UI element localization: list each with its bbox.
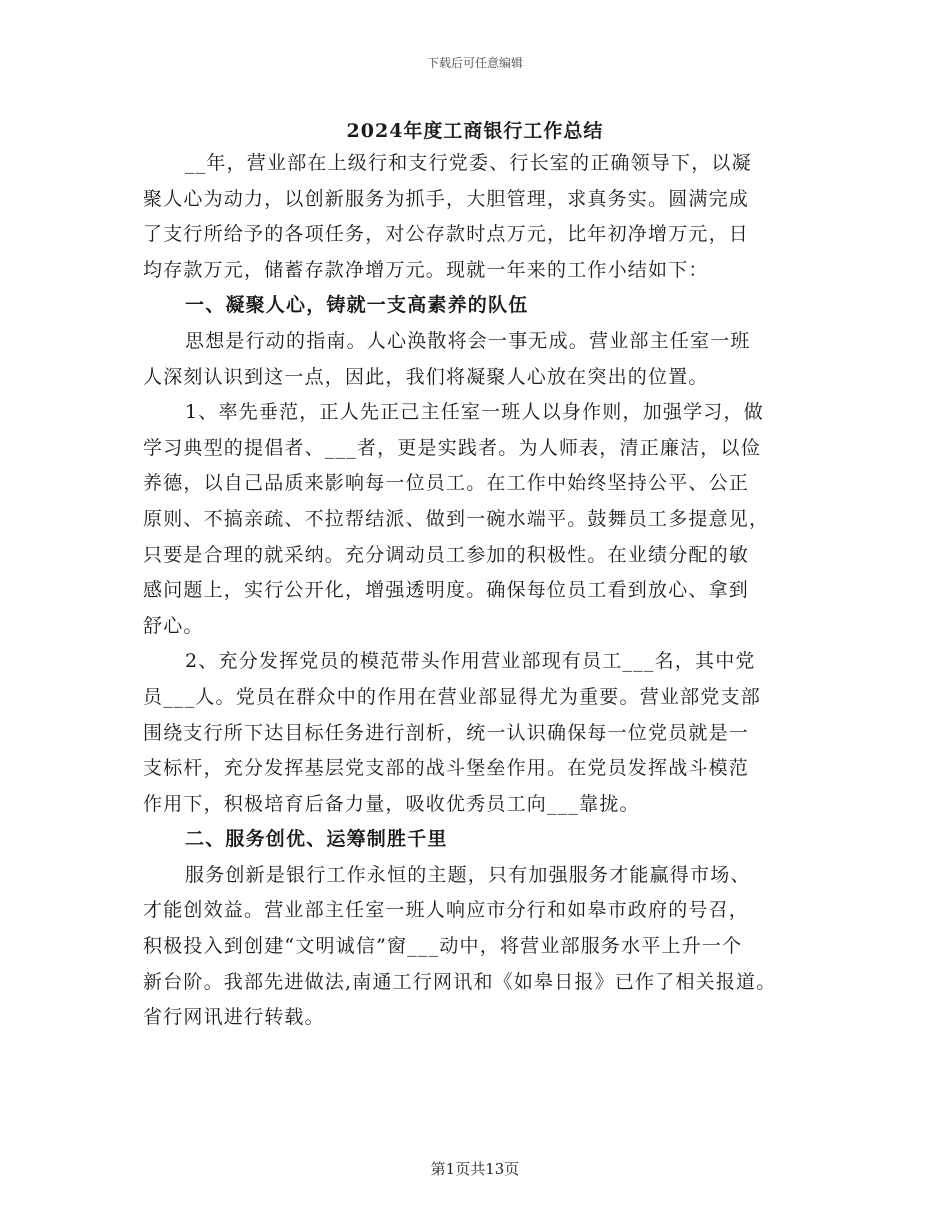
paragraph-line: 新台阶。我部先进做法,南通工行网讯和《如皋日报》已作了相关报道。 bbox=[143, 970, 777, 993]
paragraph-line: 均存款万元，储蓄存款净增万元。现就一年来的工作小结如下： bbox=[143, 258, 709, 281]
header-note: 下载后可任意编辑 bbox=[426, 56, 523, 70]
paragraph-line: 学习典型的提倡者、___者，更是实践者。为人师表，清正廉洁，以俭 bbox=[143, 436, 761, 459]
section-heading: 二、服务创优、运筹制胜千里 bbox=[185, 828, 448, 851]
paragraph-line: 养德，以自己品质来影响每一位员工。在工作中始终坚持公平、公正 bbox=[143, 472, 750, 495]
document-title: 2024年度工商银行工作总结 bbox=[346, 120, 604, 142]
paragraph-line: 了支行所给予的各项任务，对公存款时点万元，比年初净增万元，日 bbox=[143, 223, 750, 246]
paragraph-line: 省行网讯进行转载。 bbox=[143, 1006, 325, 1029]
paragraph-line: 思想是行动的指南。人心涣散将会一事无成。营业部主任室一班 bbox=[185, 329, 751, 352]
paragraph-line: 作用下，积极培育后备力量，吸收优秀员工向___靠拢。 bbox=[143, 792, 640, 815]
paragraph-line: 围绕支行所下达目标任务进行剖析，统一认识确保每一位党员就是一 bbox=[143, 721, 750, 744]
paragraph-line: 舒心。 bbox=[143, 614, 204, 637]
paragraph-line: 积极投入到创建“文明诚信”窗___动中，将营业部服务水平上升一个 bbox=[143, 935, 743, 958]
paragraph-line: 原则、不搞亲疏、不拉帮结派、做到一碗水端平。鼓舞员工多提意见， bbox=[143, 507, 770, 530]
paragraph-line: 服务创新是银行工作永恒的主题，只有加强服务才能赢得市场、 bbox=[185, 863, 751, 886]
paragraph-line: 才能创效益。营业部主任室一班人响应市分行和如皋市政府的号召， bbox=[143, 899, 750, 922]
section-heading: 一、凝聚人心，铸就一支高素养的队伍 bbox=[185, 294, 529, 317]
paragraph-line: 1、率先垂范，正人先正己主任室一班人以身作则，加强学习，做 bbox=[185, 401, 764, 424]
paragraph-line: 支标杆，充分发挥基层党支部的战斗堡垒作用。在党员发挥战斗模范 bbox=[143, 757, 750, 780]
paragraph-line: 聚人心为动力，以创新服务为抓手，大胆管理，求真务实。圆满完成 bbox=[143, 187, 750, 210]
paragraph-line: 只要是合理的就采纳。充分调动员工参加的积极性。在业绩分配的敏 bbox=[143, 543, 750, 566]
paragraph-line: 人深刻认识到这一点，因此，我们将凝聚人心放在突出的位置。 bbox=[143, 365, 709, 388]
paragraph-line: 感问题上，实行公开化，增强透明度。确保每位员工看到放心、拿到 bbox=[143, 579, 750, 602]
page-number: 第1页共13页 bbox=[430, 1160, 520, 1178]
paragraph-line: 2、充分发挥党员的模范带头作用营业部现有员工___名，其中党 bbox=[185, 650, 756, 673]
document-body bbox=[143, 146, 823, 1036]
paragraph-line: 员___人。党员在群众中的作用在营业部显得尤为重要。营业部党支部 bbox=[143, 685, 761, 708]
paragraph-line: __年，营业部在上级行和支行党委、行长室的正确领导下，以凝 bbox=[185, 152, 752, 174]
